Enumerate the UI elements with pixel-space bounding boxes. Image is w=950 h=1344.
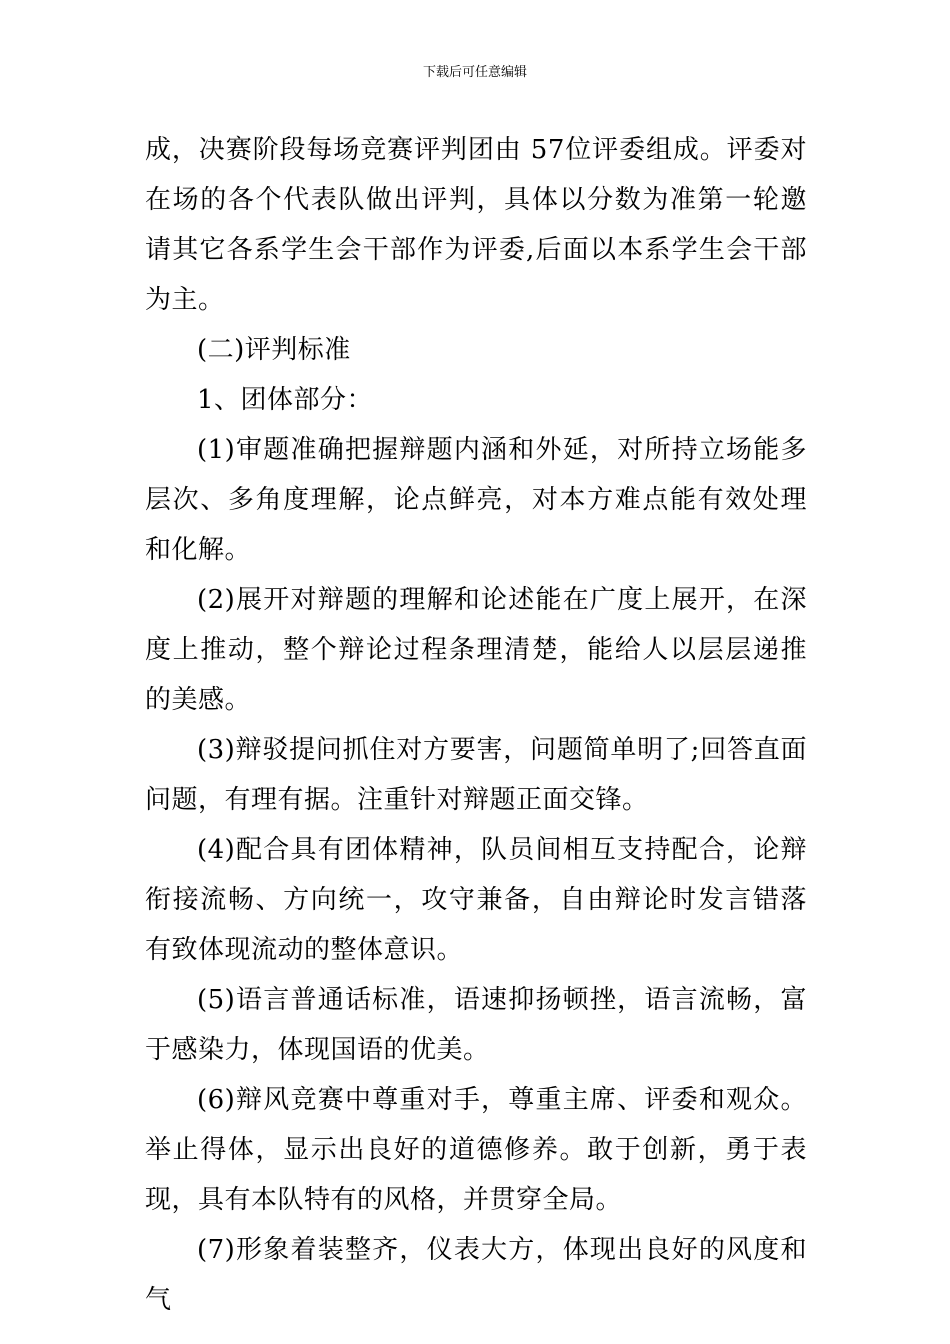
criterion-item-7: (7)形象着装整齐，仪表大方，体现出良好的风度和气 — [145, 1235, 807, 1315]
page-header: 下载后可任意编辑 — [422, 65, 527, 80]
criterion-item-3: (3)辩驳提问抓住对方要害，问题简单明了;回答直面问题，有理有据。注重针对辩题正面交锋。 — [145, 735, 807, 815]
criterion-item-1: (1)审题准确把握辩题内涵和外延，对所持立场能多层次、多角度理解，论点鲜亮，对本方难点能有效处理和化解。 — [145, 435, 807, 565]
criterion-item-4: (4)配合具有团体精神，队员间相互支持配合，论辩衔接流畅、方向统一，攻守兼备，自由辩论时发言错落有致体现流动的整体意识。 — [145, 835, 807, 965]
criterion-item-6: (6)辩风竞赛中尊重对手，尊重主席、评委和观众。举止得体，显示出良好的道德修养。敢于创新，勇于表现，具有本队特有的风格，并贯穿全局。 — [145, 1085, 807, 1215]
paragraph-judging-panel: 成，决赛阶段每场竞赛评判团由 57位评委组成。评委对在场的各个代表队做出评判，具体以分数为准第一轮邀请其它各系学生会干部作为评委,后面以本系学生会干部为主。 — [145, 135, 807, 315]
document-body — [145, 125, 807, 1325]
criterion-item-2: (2)展开对辩题的理解和论述能在广度上展开，在深度上推动，整个辩论过程条理清楚，能给人以层层递推的美感。 — [145, 585, 807, 715]
section-heading-judging-criteria: (二)评判标准 — [197, 335, 351, 365]
subsection-heading-team: 1、团体部分： — [197, 385, 374, 415]
criterion-item-5: (5)语言普通话标准，语速抑扬顿挫，语言流畅，富于感染力，体现国语的优美。 — [145, 985, 807, 1065]
